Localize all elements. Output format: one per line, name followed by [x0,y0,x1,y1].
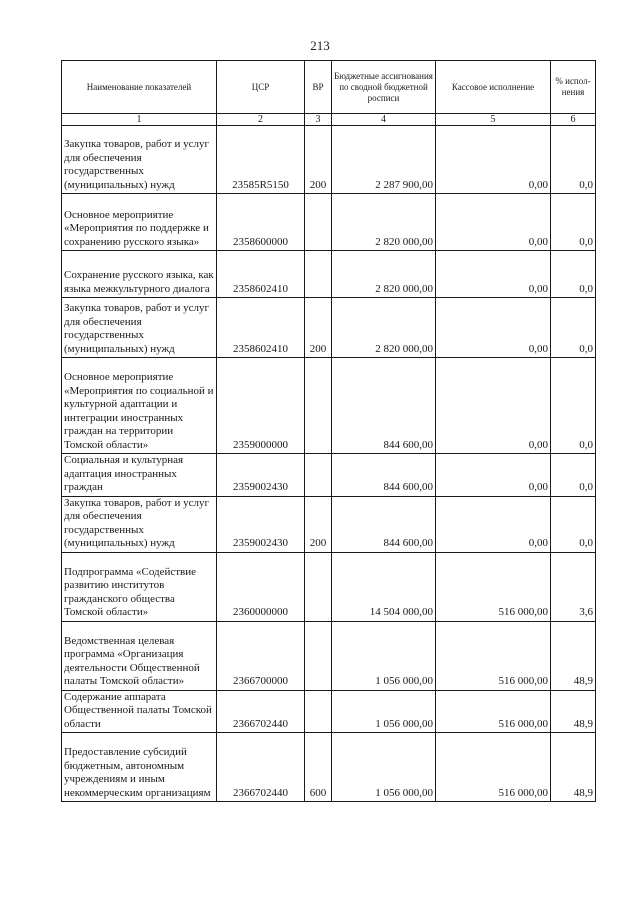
row-assigned: 2 820 000,00 [332,194,436,251]
row-assigned: 1 056 000,00 [332,733,436,802]
row-csr: 2358602410 [217,298,305,358]
row-name: Закупка товаров, работ и услуг для обеспечения государственных (муниципальных) нужд [62,298,217,358]
row-executed: 516 000,00 [436,690,551,733]
header-percent: % испол-нения [551,61,596,114]
row-csr: 2359002430 [217,454,305,497]
header-name: Наименование показателей [62,61,217,114]
column-number: 2 [217,114,305,126]
row-name: Сохранение русского языка, как языка межкультурного диалога [62,251,217,298]
row-name: Закупка товаров, работ и услуг для обеспечения государственных (муниципальных) нужд [62,496,217,552]
header-vr: ВР [305,61,332,114]
row-assigned: 844 600,00 [332,496,436,552]
row-executed: 516 000,00 [436,621,551,690]
column-number: 4 [332,114,436,126]
row-assigned: 1 056 000,00 [332,621,436,690]
table-row [62,552,596,621]
page-number: 213 [310,38,330,53]
row-executed: 0,00 [436,194,551,251]
row-vr: 200 [305,298,332,358]
table-row [62,690,596,733]
row-executed: 0,00 [436,251,551,298]
row-executed: 516 000,00 [436,552,551,621]
column-number-row [62,114,596,126]
row-percent: 0,0 [551,251,596,298]
row-vr [305,358,332,454]
row-percent: 0,0 [551,194,596,251]
row-assigned: 1 056 000,00 [332,690,436,733]
row-percent: 0,0 [551,298,596,358]
row-assigned: 2 287 900,00 [332,126,436,194]
header-assignments: Бюджетные ассигнования по сводной бюджетной росписи [332,61,436,114]
row-csr: 2358602410 [217,251,305,298]
row-assigned: 14 504 000,00 [332,552,436,621]
row-assigned: 844 600,00 [332,454,436,497]
row-percent: 0,0 [551,454,596,497]
row-name: Основное мероприятие «Мероприятия по поддержке и сохранению русского языка» [62,194,217,251]
row-csr: 23585R5150 [217,126,305,194]
row-percent: 48,9 [551,621,596,690]
column-number: 5 [436,114,551,126]
row-percent: 48,9 [551,733,596,802]
row-vr: 200 [305,496,332,552]
table-row [62,194,596,251]
column-number: 6 [551,114,596,126]
row-vr [305,251,332,298]
row-executed: 0,00 [436,496,551,552]
row-executed: 0,00 [436,358,551,454]
table-row [62,496,596,552]
row-vr [305,552,332,621]
column-number: 1 [62,114,217,126]
row-percent: 48,9 [551,690,596,733]
row-csr: 2358600000 [217,194,305,251]
row-executed: 0,00 [436,126,551,194]
row-name: Предоставление субсидий бюджетным, автономным учреждениям и иным некоммерческим организациям [62,733,217,802]
row-vr: 200 [305,126,332,194]
table-row [62,733,596,802]
row-assigned: 2 820 000,00 [332,298,436,358]
budget-table [61,60,596,802]
table-row [62,454,596,497]
row-name: Подпрограмма «Содействие развитию институтов гражданского общества Томской области» [62,552,217,621]
row-name: Содержание аппарата Общественной палаты Томской области [62,690,217,733]
row-vr: 600 [305,733,332,802]
row-csr: 2359002430 [217,496,305,552]
header-execution: Кассовое исполнение [436,61,551,114]
table-row [62,126,596,194]
row-assigned: 844 600,00 [332,358,436,454]
header-row [62,61,596,114]
row-csr: 2359000000 [217,358,305,454]
row-percent: 0,0 [551,496,596,552]
row-csr: 2360000000 [217,552,305,621]
row-executed: 516 000,00 [436,733,551,802]
table-row [62,298,596,358]
row-percent: 3,6 [551,552,596,621]
row-assigned: 2 820 000,00 [332,251,436,298]
row-vr [305,690,332,733]
row-name: Социальная и культурная адаптация иностранных граждан [62,454,217,497]
row-executed: 0,00 [436,298,551,358]
table-row [62,251,596,298]
row-csr: 2366702440 [217,733,305,802]
row-csr: 2366702440 [217,690,305,733]
table-row [62,621,596,690]
row-percent: 0,0 [551,126,596,194]
table-row [62,358,596,454]
row-name: Ведомственная целевая программа «Организация деятельности Общественной палаты Томской области» [62,621,217,690]
header-csr: ЦСР [217,61,305,114]
row-name: Основное мероприятие «Мероприятия по социальной и культурной адаптации и интеграции иностранных граждан на территории Томской области» [62,358,217,454]
row-csr: 2366700000 [217,621,305,690]
row-vr [305,194,332,251]
column-number: 3 [305,114,332,126]
row-vr [305,621,332,690]
row-percent: 0,0 [551,358,596,454]
row-name: Закупка товаров, работ и услуг для обеспечения государственных (муниципальных) нужд [62,126,217,194]
row-vr [305,454,332,497]
row-executed: 0,00 [436,454,551,497]
